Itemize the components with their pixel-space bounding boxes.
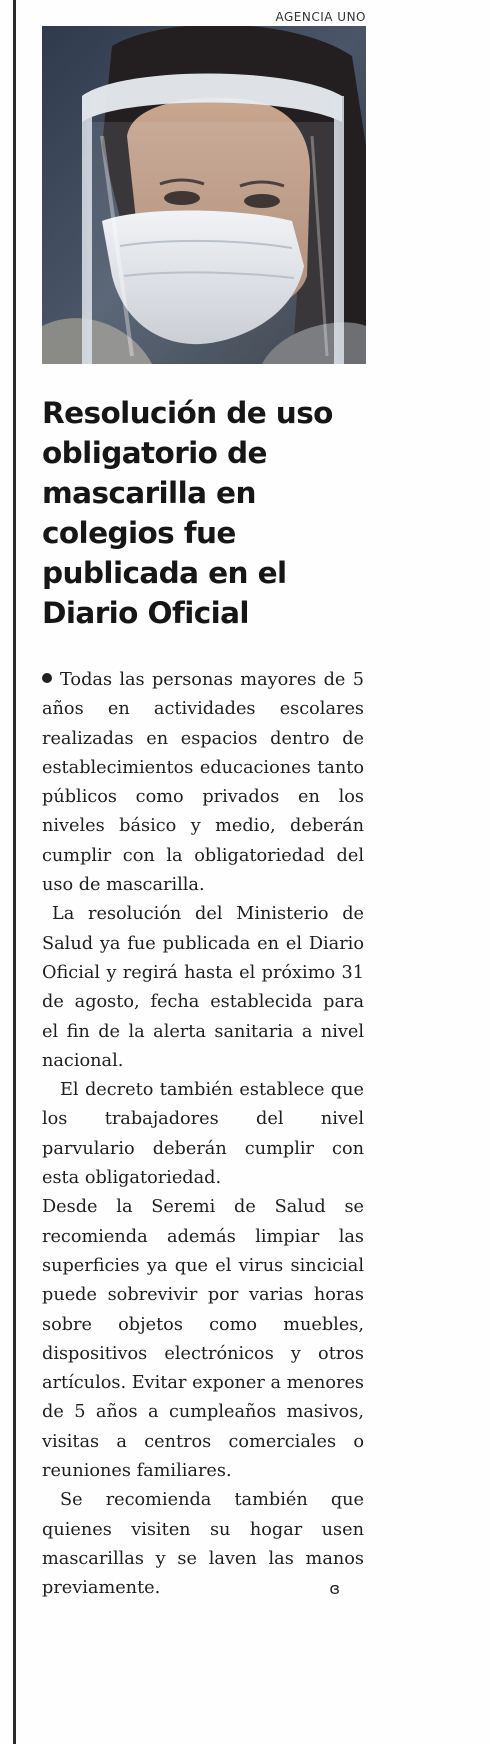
paragraph-text: El decreto también establece que los trabajadores del nivel parvulario deberán cumplir con esta obligatoriedad.: [42, 1080, 364, 1189]
column-divider: [13, 0, 16, 1744]
article-body: [42, 666, 364, 1604]
article-paragraph-5: [42, 1486, 364, 1603]
paragraph-text: La resolución del Ministerio de Salud ya fue publicada en el Diario Oficial y regirá hasta el próximo 31 de agosto, fecha establecida para el fin de la alerta sanitaria a nivel nacional.: [42, 904, 364, 1071]
article-headline: Resolución de uso obligatorio de mascarilla en colegios fue publicada en el Diario Oficial: [42, 396, 333, 630]
bullet-icon: [42, 673, 52, 683]
photo-credit: AGENCIA UNO: [275, 10, 366, 24]
article-paragraph-4: [42, 1193, 364, 1486]
paragraph-text: Se recomienda también que quienes visiten su hogar usen mascarillas y se laven las manos previamente.: [42, 1490, 364, 1599]
article-paragraph-2: [42, 900, 364, 1076]
article-paragraph-1: [42, 666, 364, 900]
end-of-article-mark: ɞ: [329, 1579, 340, 1599]
paragraph-text: Todas las personas mayores de 5 años en actividades escolares realizadas en espacios dentro de establecimientos educaciones tanto públicos como privados en los niveles básico y medio, deberán cumplir con la obligatoriedad del uso de mascarilla.: [42, 670, 364, 896]
article-photo: [42, 26, 366, 364]
child-with-mask-and-face-shield-photo: [42, 26, 366, 364]
article-paragraph-3: [42, 1076, 364, 1193]
paragraph-text: Desde la Seremi de Salud se recomienda además limpiar las superficies ya que el virus sincicial puede sobrevivir por varias horas sobre objetos como muebles, dispositivos electrónicos y otros artículos. Evitar exponer a menores de 5 años a cumpleaños masivos, visitas a centros comerciales o reuniones familiares.: [42, 1197, 364, 1482]
